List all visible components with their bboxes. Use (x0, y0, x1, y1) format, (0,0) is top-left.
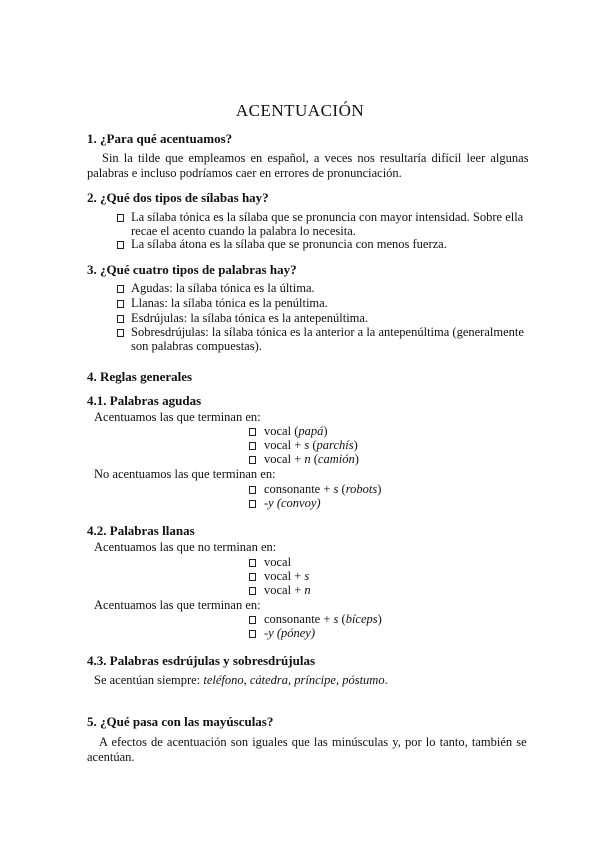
section-3-bullet-llanas: Llanas: la sílaba tónica es la penúltima. (131, 296, 328, 310)
section-2-bullet-1-line-1: La sílaba tónica es la sílaba que se pronuncia con mayor intensidad. Sobre ella (131, 210, 524, 224)
llanas-intro-accented-not: Acentuamos las que no terminan en: (94, 540, 277, 554)
section-4-3-heading: 4.3. Palabras esdrújulas y sobresdrújulas (87, 653, 316, 668)
bullet-icon (249, 442, 256, 450)
bullet-icon (249, 616, 256, 624)
bullet-icon (249, 486, 256, 494)
bullet-icon (117, 329, 124, 337)
bullet-icon (117, 285, 124, 293)
agudas-rule-vocal-s: vocal + s (parchís) (264, 438, 358, 452)
agudas-intro-not-accented: No acentuamos las que terminan en: (94, 467, 276, 481)
section-4-heading: 4. Reglas generales (87, 369, 193, 384)
section-5-paragraph-line-1: A efectos de acentuación son iguales que las minúsculas y, por lo tanto, también se (99, 735, 527, 749)
bullet-icon (249, 559, 256, 567)
section-2-heading: 2. ¿Qué dos tipos de sílabas hay? (87, 190, 269, 205)
section-1-paragraph-line-2: palabras e incluso podríamos caer en errores de pronunciación. (87, 166, 402, 180)
llanas-rule-y: -y (póney) (264, 626, 316, 640)
section-3-heading: 3. ¿Qué cuatro tipos de palabras hay? (87, 262, 297, 277)
agudas-rule-consonante-s: consonante + s (robots) (264, 482, 382, 496)
section-3-bullet-sobresdrujulas-line-2: son palabras compuestas). (131, 339, 262, 353)
bullet-icon (249, 500, 256, 508)
llanas-rule-vocal-s: vocal + s (264, 569, 310, 583)
section-1-heading: 1. ¿Para qué acentuamos? (87, 131, 233, 146)
llanas-rule-vocal: vocal (264, 555, 292, 569)
llanas-rule-consonante-s: consonante + s (bíceps) (264, 612, 382, 626)
agudas-rule-vocal: vocal (papá) (264, 424, 328, 438)
page-title: ACENTUACIÓN (235, 101, 365, 120)
bullet-icon (249, 456, 256, 464)
section-3-bullet-agudas: Agudas: la sílaba tónica es la última. (131, 281, 315, 295)
section-5-heading: 5. ¿Qué pasa con las mayúsculas? (87, 714, 274, 729)
section-2-bullet-2: La sílaba átona es la sílaba que se pronuncia con menos fuerza. (131, 237, 447, 251)
section-4-1-heading: 4.1. Palabras agudas (87, 393, 202, 408)
section-3-bullet-sobresdrujulas-line-1: Sobresdrújulas: la sílaba tónica es la anterior a la antepenúltima (generalmente (131, 325, 524, 339)
bullet-icon (117, 241, 124, 249)
agudas-rule-y: -y (convoy) (264, 496, 321, 510)
bullet-icon (249, 587, 256, 595)
bullet-icon (249, 428, 256, 436)
llanas-rule-vocal-n: vocal + n (264, 583, 311, 597)
bullet-icon (249, 573, 256, 581)
bullet-icon (249, 630, 256, 638)
section-4-2-heading: 4.2. Palabras llanas (87, 523, 195, 538)
section-3-bullet-esdrujulas: Esdrújulas: la sílaba tónica es la antepenúltima. (131, 311, 369, 325)
bullet-icon (117, 214, 124, 222)
section-1-paragraph-line-1: Sin la tilde que empleamos en español, a veces nos resultaría difícil leer algunas (102, 151, 529, 165)
section-5-paragraph-line-2: acentúan. (87, 750, 135, 764)
llanas-intro-accented: Acentuamos las que terminan en: (94, 598, 261, 612)
bullet-icon (117, 300, 124, 308)
agudas-rule-vocal-n: vocal + n (camión) (264, 452, 359, 466)
esdrujulas-rule: Se acentúan siempre: teléfono, cátedra, príncipe, póstumo. (94, 673, 388, 687)
bullet-icon (117, 315, 124, 323)
agudas-intro-accented: Acentuamos las que terminan en: (94, 410, 261, 424)
section-2-bullet-1-line-2: recae el acento cuando la palabra lo necesita. (131, 224, 356, 238)
